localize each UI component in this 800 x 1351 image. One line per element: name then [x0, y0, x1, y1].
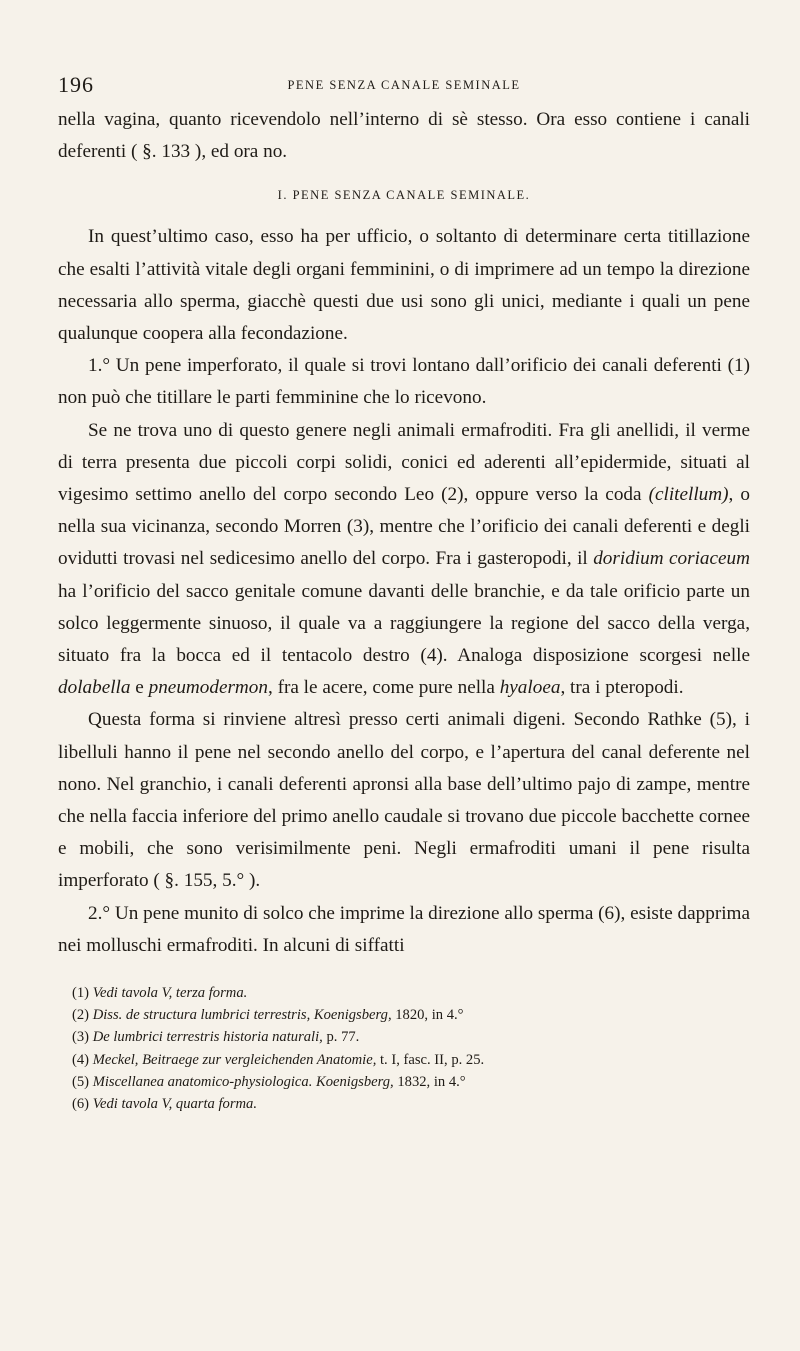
- paragraph-3-text-1: Se ne trova uno di questo genere negli animali ermafroditi. Fra gli anellidi, il verme di terra presenta due piccoli corpi solidi, conici ed aderenti all’epidermide, situati al vigesimo settimo anello del corpo secondo Leo (2), oppure verso la coda: [58, 419, 750, 506]
- paragraph-1: In quest’ultimo caso, esso ha per ufficio, o soltanto di determinare certa titillazione che esalti l’attività vitale degli organi femminini, o di imprimere ad un tempo la direzione necessaria allo sperma, giacchè questi due usi sono gli unici, mediante i quali un pene qualunque cooperа alla fecondazione.: [58, 226, 750, 345]
- paragraph-3-text-6: , tra i pteropodi.: [560, 677, 684, 699]
- paragraph-3-text-2: , o nella sua vicinanza, secondo Morren (3), mentre che l’orificio dei canali deferenti e degli ovidutti trovasi nel sedicesimo anello del corpo. Fra i gasteropodi, il: [58, 484, 751, 570]
- footnote-detail: t. I, fasc. II, p. 25.: [376, 1051, 485, 1068]
- footnote-citation: De lumbrici terrestris historia naturali,: [92, 1029, 323, 1046]
- intro-paragraph: nella vagina, quanto ricevendolo nell’interno di sè stesso. Ora esso contiene i canali deferenti ( §. 133 ), ed ora no.: [58, 109, 750, 163]
- paragraph-3: [58, 415, 750, 705]
- footnote-citation: Vedi tavola V, terza forma.: [92, 985, 248, 1002]
- footnote-citation: Meckel, Beitraege zur vergleichenden Anatomie,: [92, 1051, 377, 1068]
- paragraph-3-text-5: , fra le acere, come pure nella: [267, 677, 500, 699]
- paragraph-3-term-hyaloea: hyaloea: [499, 677, 561, 699]
- footnote-number: (4): [72, 1051, 90, 1068]
- paragraph-4: Questa forma si rinviene altresì presso certi animali digeni. Secondo Rathke (5), i libelluli hanno il pene nel secondo anello del corpo, e l’apertura del canal deferente nel nono. Nel granchio, i canali deferenti apronsi alla base dell’ultimo pajo di zampe, mentre che nella faccia inferiore del primo anello caudale si trovano due piccole bacchette cornee e mobili, che sono verisimilmente peni. Negli ermafroditi umani il pene risulta imperforato ( §. 155, 5.° ).: [58, 709, 750, 892]
- paragraph-3-text-3: ha l’orificio del sacco genitale comune davanti delle branchie, e da tale orificio parte un solco leggermente sinuoso, il quale va a raggiungere la regione del sacco della verga, situato fra la bocca ed il tentacolo destro (4). Analoga disposizione scorgesi nelle: [58, 580, 750, 667]
- footnote-citation: Vedi tavola V, quarta forma.: [92, 1096, 258, 1113]
- paragraph-3-term-clitellum: (clitellum): [648, 484, 729, 506]
- footnote: [58, 1004, 750, 1026]
- paragraph-3-text-4: e: [130, 677, 149, 699]
- footnote-citation: Miscellanea anatomico-physiologica. Koenigsberg,: [92, 1073, 394, 1090]
- footnote-detail: 1832, in 4.°: [393, 1073, 466, 1090]
- book-page: [58, 72, 750, 1115]
- paragraph-5: 2.° Un pene munito di solco che imprime la direzione allo sperma (6), esiste dapprima nei molluschi ermafroditi. In alcuni di siffatti: [58, 902, 750, 956]
- footnote-number: (2): [72, 1007, 90, 1024]
- footnotes: [58, 982, 750, 1115]
- paragraph-3-term-doridium: doridium coriaceum: [593, 548, 750, 570]
- footnote-number: (5): [72, 1073, 90, 1090]
- footnote-number: (1): [72, 985, 90, 1002]
- section-title: I. PENE SENZA CANALE SEMINALE.: [277, 188, 531, 203]
- footnote-number: (6): [72, 1096, 90, 1113]
- footnote-detail: 1820, in 4.°: [391, 1007, 464, 1024]
- footnote-number: (3): [72, 1029, 90, 1046]
- footnote: [58, 1093, 750, 1115]
- page-header: [58, 72, 750, 98]
- footnote: [58, 1049, 750, 1071]
- paragraph-3-term-pneumodermon: pneumodermon: [148, 677, 268, 699]
- footnote-citation: Diss. de structura lumbrici terrestris, Koenigsberg,: [92, 1007, 392, 1024]
- footnote: [58, 982, 750, 1004]
- paragraph-3-term-dolabella: dolabella: [58, 677, 131, 699]
- footnote: [58, 1071, 750, 1093]
- paragraph-2: 1.° Un pene imperforato, il quale si trovi lontano dall’orificio dei canali deferenti (1) non può che titillare le parti femminine che lo ricevono.: [58, 355, 750, 409]
- footnote: [58, 1026, 750, 1048]
- page-number: 196: [58, 72, 94, 97]
- running-title: PENE SENZA CANALE SEMINALE: [287, 78, 521, 92]
- footnote-detail: p. 77.: [322, 1029, 360, 1046]
